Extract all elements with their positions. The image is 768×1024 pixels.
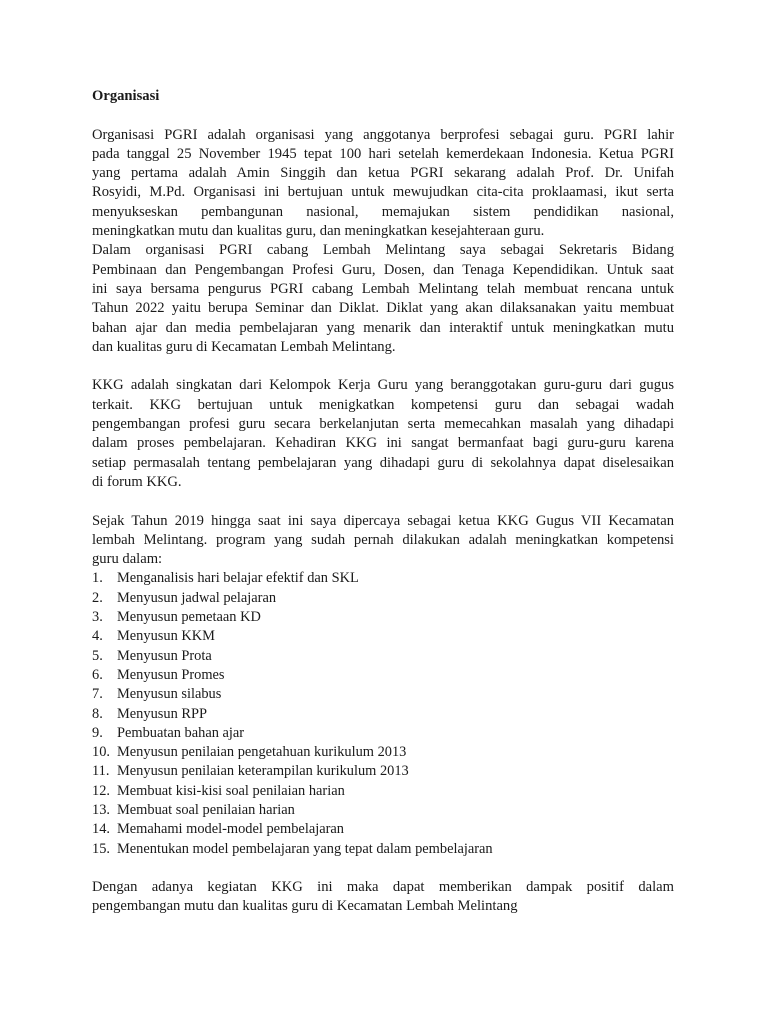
list-item-text: Menyusun RPP bbox=[117, 705, 207, 722]
list-item bbox=[92, 743, 674, 762]
list-item bbox=[92, 685, 674, 704]
paragraph-line: dalam proses pembelajaran. Kehadiran KKG ini sangat bermanfaat bagi guru-guru karena bbox=[92, 435, 674, 452]
list-item-text: Membuat kisi-kisi soal penilaian harian bbox=[117, 782, 345, 799]
blank-line bbox=[92, 859, 674, 878]
paragraph bbox=[92, 376, 674, 492]
list-item-number: 8. bbox=[92, 705, 103, 722]
paragraph-line: Dalam organisasi PGRI cabang Lembah Melintang saya sebagai Sekretaris Bidang bbox=[92, 242, 674, 259]
paragraph-line: Pembinaan dan Pengembangan Profesi Guru, Dosen, dan Tenaga Kependidikan. Untuk saat bbox=[92, 261, 674, 278]
list-item bbox=[92, 666, 674, 685]
paragraph-line: Rosyidi, M.Pd. Organisasi ini bertujuan untuk mewujudkan cita-cita proklaamasi, ikut serta bbox=[92, 184, 674, 201]
list-item bbox=[92, 589, 674, 608]
list-item-number: 7. bbox=[92, 686, 103, 703]
paragraph bbox=[92, 241, 674, 357]
list-item-number: 15. bbox=[92, 840, 110, 857]
paragraph-line: KKG adalah singkatan dari Kelompok Kerja Guru yang beranggotakan guru-guru dari gugus bbox=[92, 377, 674, 394]
paragraph-line: setiap permasalah tentang pembelajaran yang dihadapi guru di sekolahnya dapat diselesaikan bbox=[92, 454, 674, 471]
blank-line bbox=[92, 492, 674, 511]
list-item-text: Menyusun penilaian keterampilan kurikulum 2013 bbox=[117, 763, 409, 780]
list-item-text: Menyusun penilaian pengetahuan kurikulum 2013 bbox=[117, 744, 407, 761]
list-item-text: Menyusun pemetaan KD bbox=[117, 609, 261, 626]
paragraph-line: Sejak Tahun 2019 hingga saat ini saya dipercaya sebagai ketua KKG Gugus VII Kecamatan bbox=[92, 512, 674, 529]
list-item bbox=[92, 608, 674, 627]
list-item-number: 3. bbox=[92, 609, 103, 626]
list-item-text: Menyusun Promes bbox=[117, 666, 225, 683]
list-item bbox=[92, 840, 674, 859]
list-item-number: 10. bbox=[92, 744, 110, 761]
list-item-text: Membuat soal penilaian harian bbox=[117, 801, 295, 818]
paragraph-line: Tahun 2022 yaitu berupa Seminar dan Diklat. Diklat yang akan dilaksanakan yaitu membuat bbox=[92, 300, 674, 317]
blank-line bbox=[92, 357, 674, 376]
paragraph bbox=[92, 878, 674, 917]
paragraph-line: pengembangan profesi guru secara berkelanjutan serta memecahkan masalah yang dihadapi bbox=[92, 416, 674, 433]
paragraph-line: yang pertama adalah Amin Singgih dan ketua PGRI sekarang adalah Prof. Dr. Unifah bbox=[92, 165, 674, 182]
blank-line bbox=[92, 106, 674, 125]
paragraph-line: ini saya bersama pengurus PGRI cabang Lembah Melintang telah membuat rencana untuk bbox=[92, 280, 674, 297]
list-item-number: 6. bbox=[92, 666, 103, 683]
list-item bbox=[92, 627, 674, 646]
list-item bbox=[92, 647, 674, 666]
list-item-number: 4. bbox=[92, 628, 103, 645]
list-item-text: Menyusun Prota bbox=[117, 647, 212, 664]
numbered-list bbox=[92, 569, 674, 858]
list-item-text: Menyusun KKM bbox=[117, 628, 215, 645]
list-item bbox=[92, 705, 674, 724]
paragraph-line: Organisasi PGRI adalah organisasi yang anggotanya berprofesi sebagai guru. PGRI lahir bbox=[92, 126, 674, 143]
paragraph-line: guru dalam: bbox=[92, 551, 163, 568]
paragraph-line: Dengan adanya kegiatan KKG ini maka dapat memberikan dampak positif dalam bbox=[92, 879, 674, 896]
paragraph-line: lembah Melintang. program yang sudah pernah dilakukan adalah meningkatkan kompetensi bbox=[92, 531, 674, 548]
list-item bbox=[92, 820, 674, 839]
paragraph-line: terkait. KKG bertujuan untuk menigkatkan kompetensi guru dan sebagai wadah bbox=[92, 396, 674, 413]
paragraph-line: menyukseskan pembangunan nasional, memajukan sistem pendidikan nasional, bbox=[92, 203, 674, 220]
list-item bbox=[92, 762, 674, 781]
list-item-text: Memahami model-model pembelajaran bbox=[117, 821, 344, 838]
paragraph-line: bahan ajar dan media pembelajaran yang menarik dan interaktif untuk meningkatkan mutu bbox=[92, 319, 674, 336]
list-item bbox=[92, 801, 674, 820]
list-item-text: Menganalisis hari belajar efektif dan SKL bbox=[117, 570, 359, 587]
paragraph-line: pada tanggal 25 November 1945 tepat 100 hari setelah kemerdekaan Indonesia. Ketua PGRI bbox=[92, 145, 674, 162]
list-item-text: Menentukan model pembelajaran yang tepat dalam pembelajaran bbox=[117, 840, 493, 857]
list-item-number: 13. bbox=[92, 801, 110, 818]
list-item-number: 12. bbox=[92, 782, 110, 799]
paragraph bbox=[92, 126, 674, 242]
paragraph-line: di forum KKG. bbox=[92, 473, 182, 490]
list-item-text: Menyusun silabus bbox=[117, 686, 222, 703]
document-heading: Organisasi bbox=[92, 88, 160, 104]
list-item-number: 14. bbox=[92, 821, 110, 838]
paragraph-line: dan kualitas guru di Kecamatan Lembah Melintang. bbox=[92, 338, 396, 355]
list-item-number: 9. bbox=[92, 724, 103, 741]
list-item bbox=[92, 782, 674, 801]
list-item-text: Menyusun jadwal pelajaran bbox=[117, 589, 277, 606]
paragraph-line: pengembangan mutu dan kualitas guru di Kecamatan Lembah Melintang bbox=[92, 898, 518, 915]
list-item-number: 1. bbox=[92, 570, 103, 587]
paragraph bbox=[92, 512, 674, 570]
list-item-number: 11. bbox=[92, 763, 110, 780]
list-item bbox=[92, 569, 674, 588]
list-item-number: 2. bbox=[92, 589, 103, 606]
list-item-number: 5. bbox=[92, 647, 103, 664]
paragraph-line: meningkatkan mutu dan kualitas guru, dan meningkatkan kesejahteraan guru. bbox=[92, 223, 545, 240]
list-item-text: Pembuatan bahan ajar bbox=[117, 724, 245, 741]
document-page bbox=[92, 87, 674, 917]
list-item bbox=[92, 724, 674, 743]
